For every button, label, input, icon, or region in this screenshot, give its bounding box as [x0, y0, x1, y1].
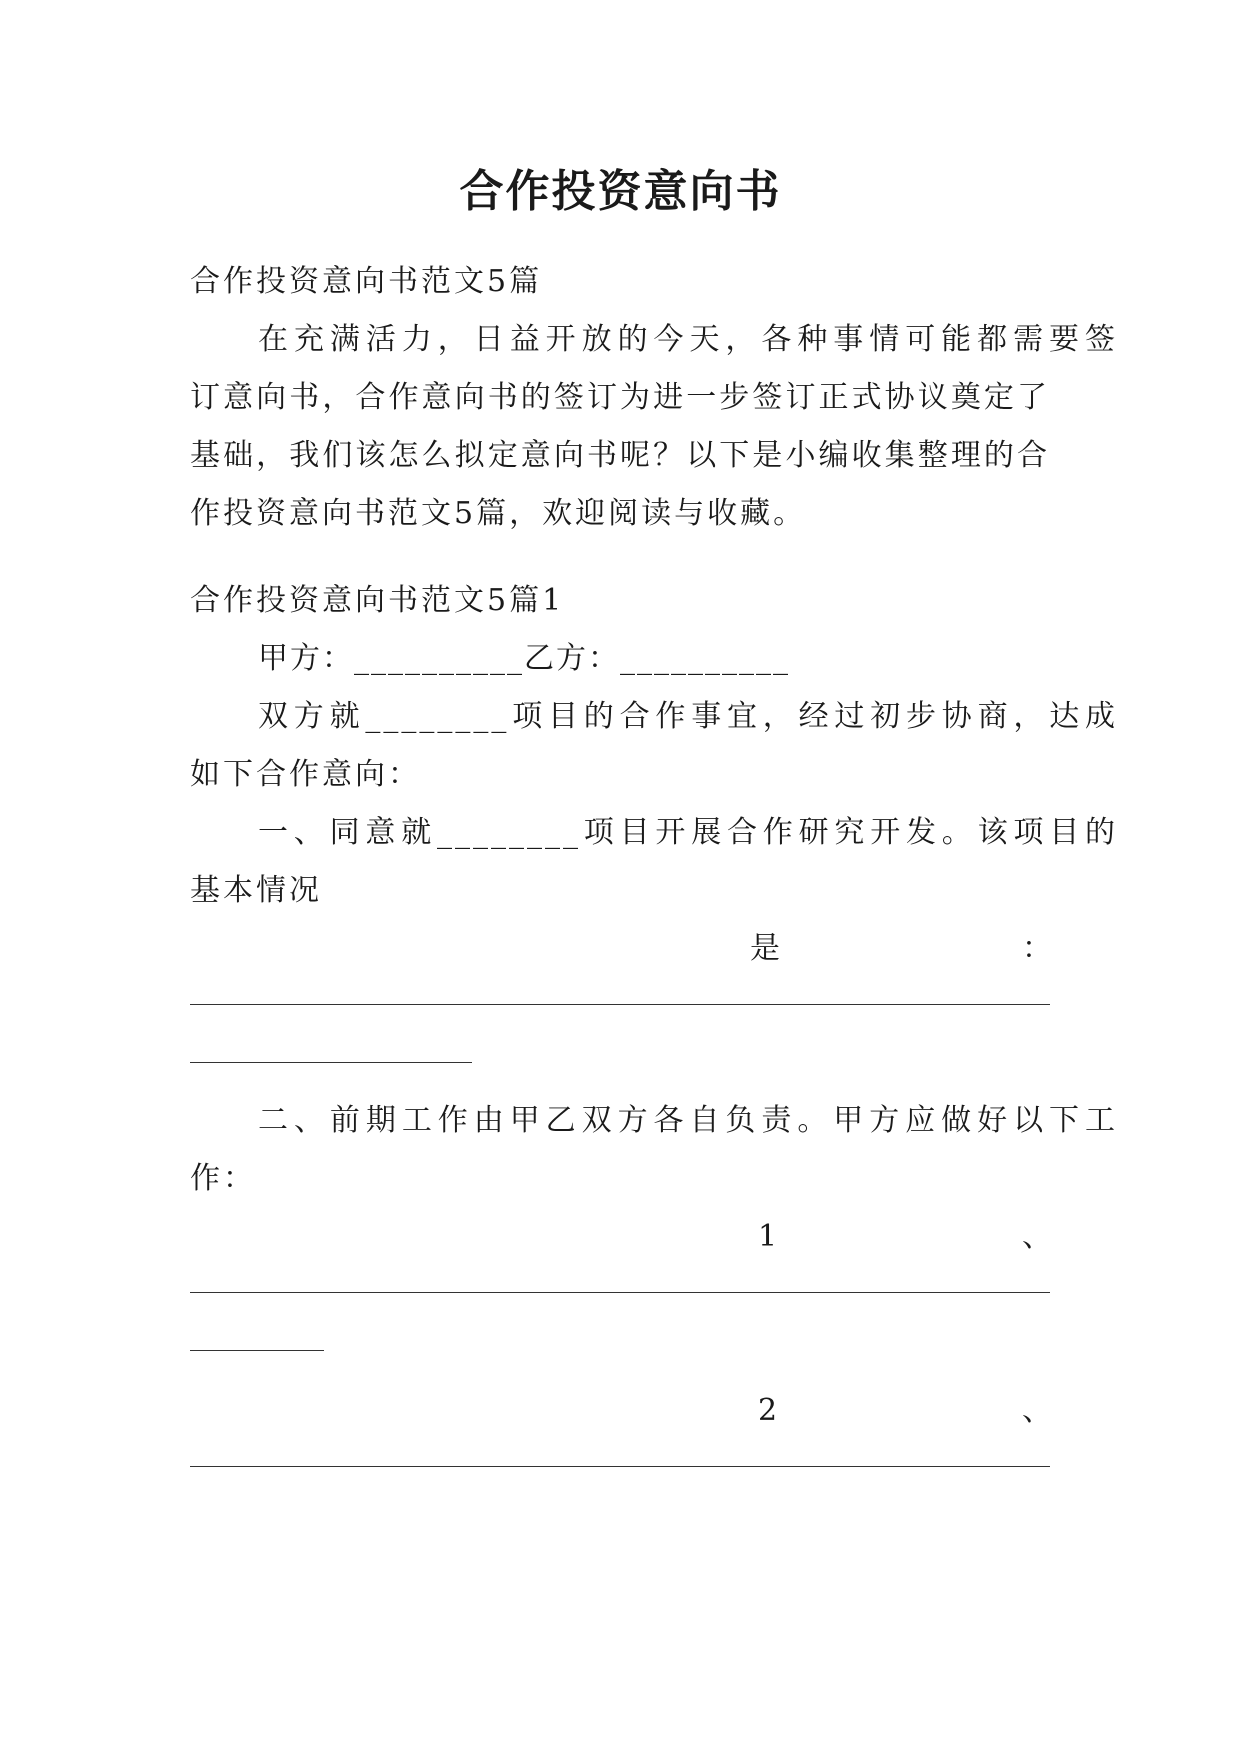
fill-in-blank-line: [190, 1466, 1050, 1467]
parties-line: 甲方：__________乙方：__________: [258, 641, 790, 676]
item-number: 1: [758, 1219, 778, 1254]
section-heading: 合作投资意向书范文5篇1: [190, 583, 565, 618]
fill-in-blank-line: [190, 1004, 1050, 1005]
fill-in-blank-line: [190, 1350, 324, 1351]
intro-line: 基础，我们该怎么拟定意向书呢？以下是小编收集整理的合: [190, 438, 1050, 473]
fill-in-blank-line: [190, 1292, 1050, 1293]
paragraph-line: 如下合作意向：: [190, 757, 421, 792]
paragraph-line: 一、同意就________项目开展合作研究开发。该项目的: [258, 815, 1118, 850]
basic-info-colon: ：: [1022, 931, 1052, 966]
paragraph-line: 基本情况: [190, 873, 322, 908]
paragraph-line: 双方就________项目的合作事宜，经过初步协商，达成: [258, 699, 1118, 734]
document-title: 合作投资意向书: [459, 166, 782, 217]
intro-line: 订意向书，合作意向书的签订为进一步签订正式协议奠定了: [190, 380, 1050, 415]
intro-line: 在充满活力，日益开放的今天，各种事情可能都需要签: [258, 322, 1118, 357]
basic-info-label: 是: [750, 931, 780, 966]
item-mark: 、: [1022, 1393, 1052, 1428]
item-number: 2: [758, 1393, 778, 1428]
item-mark: 、: [1022, 1219, 1052, 1254]
paragraph-line: 作：: [190, 1161, 256, 1196]
fill-in-blank-line: [190, 1062, 472, 1063]
document-subtitle: 合作投资意向书范文5篇: [190, 264, 543, 299]
intro-line: 作投资意向书范文5篇，欢迎阅读与收藏。: [190, 496, 807, 531]
paragraph-line: 二、前期工作由甲乙双方各自负责。甲方应做好以下工: [258, 1103, 1118, 1138]
